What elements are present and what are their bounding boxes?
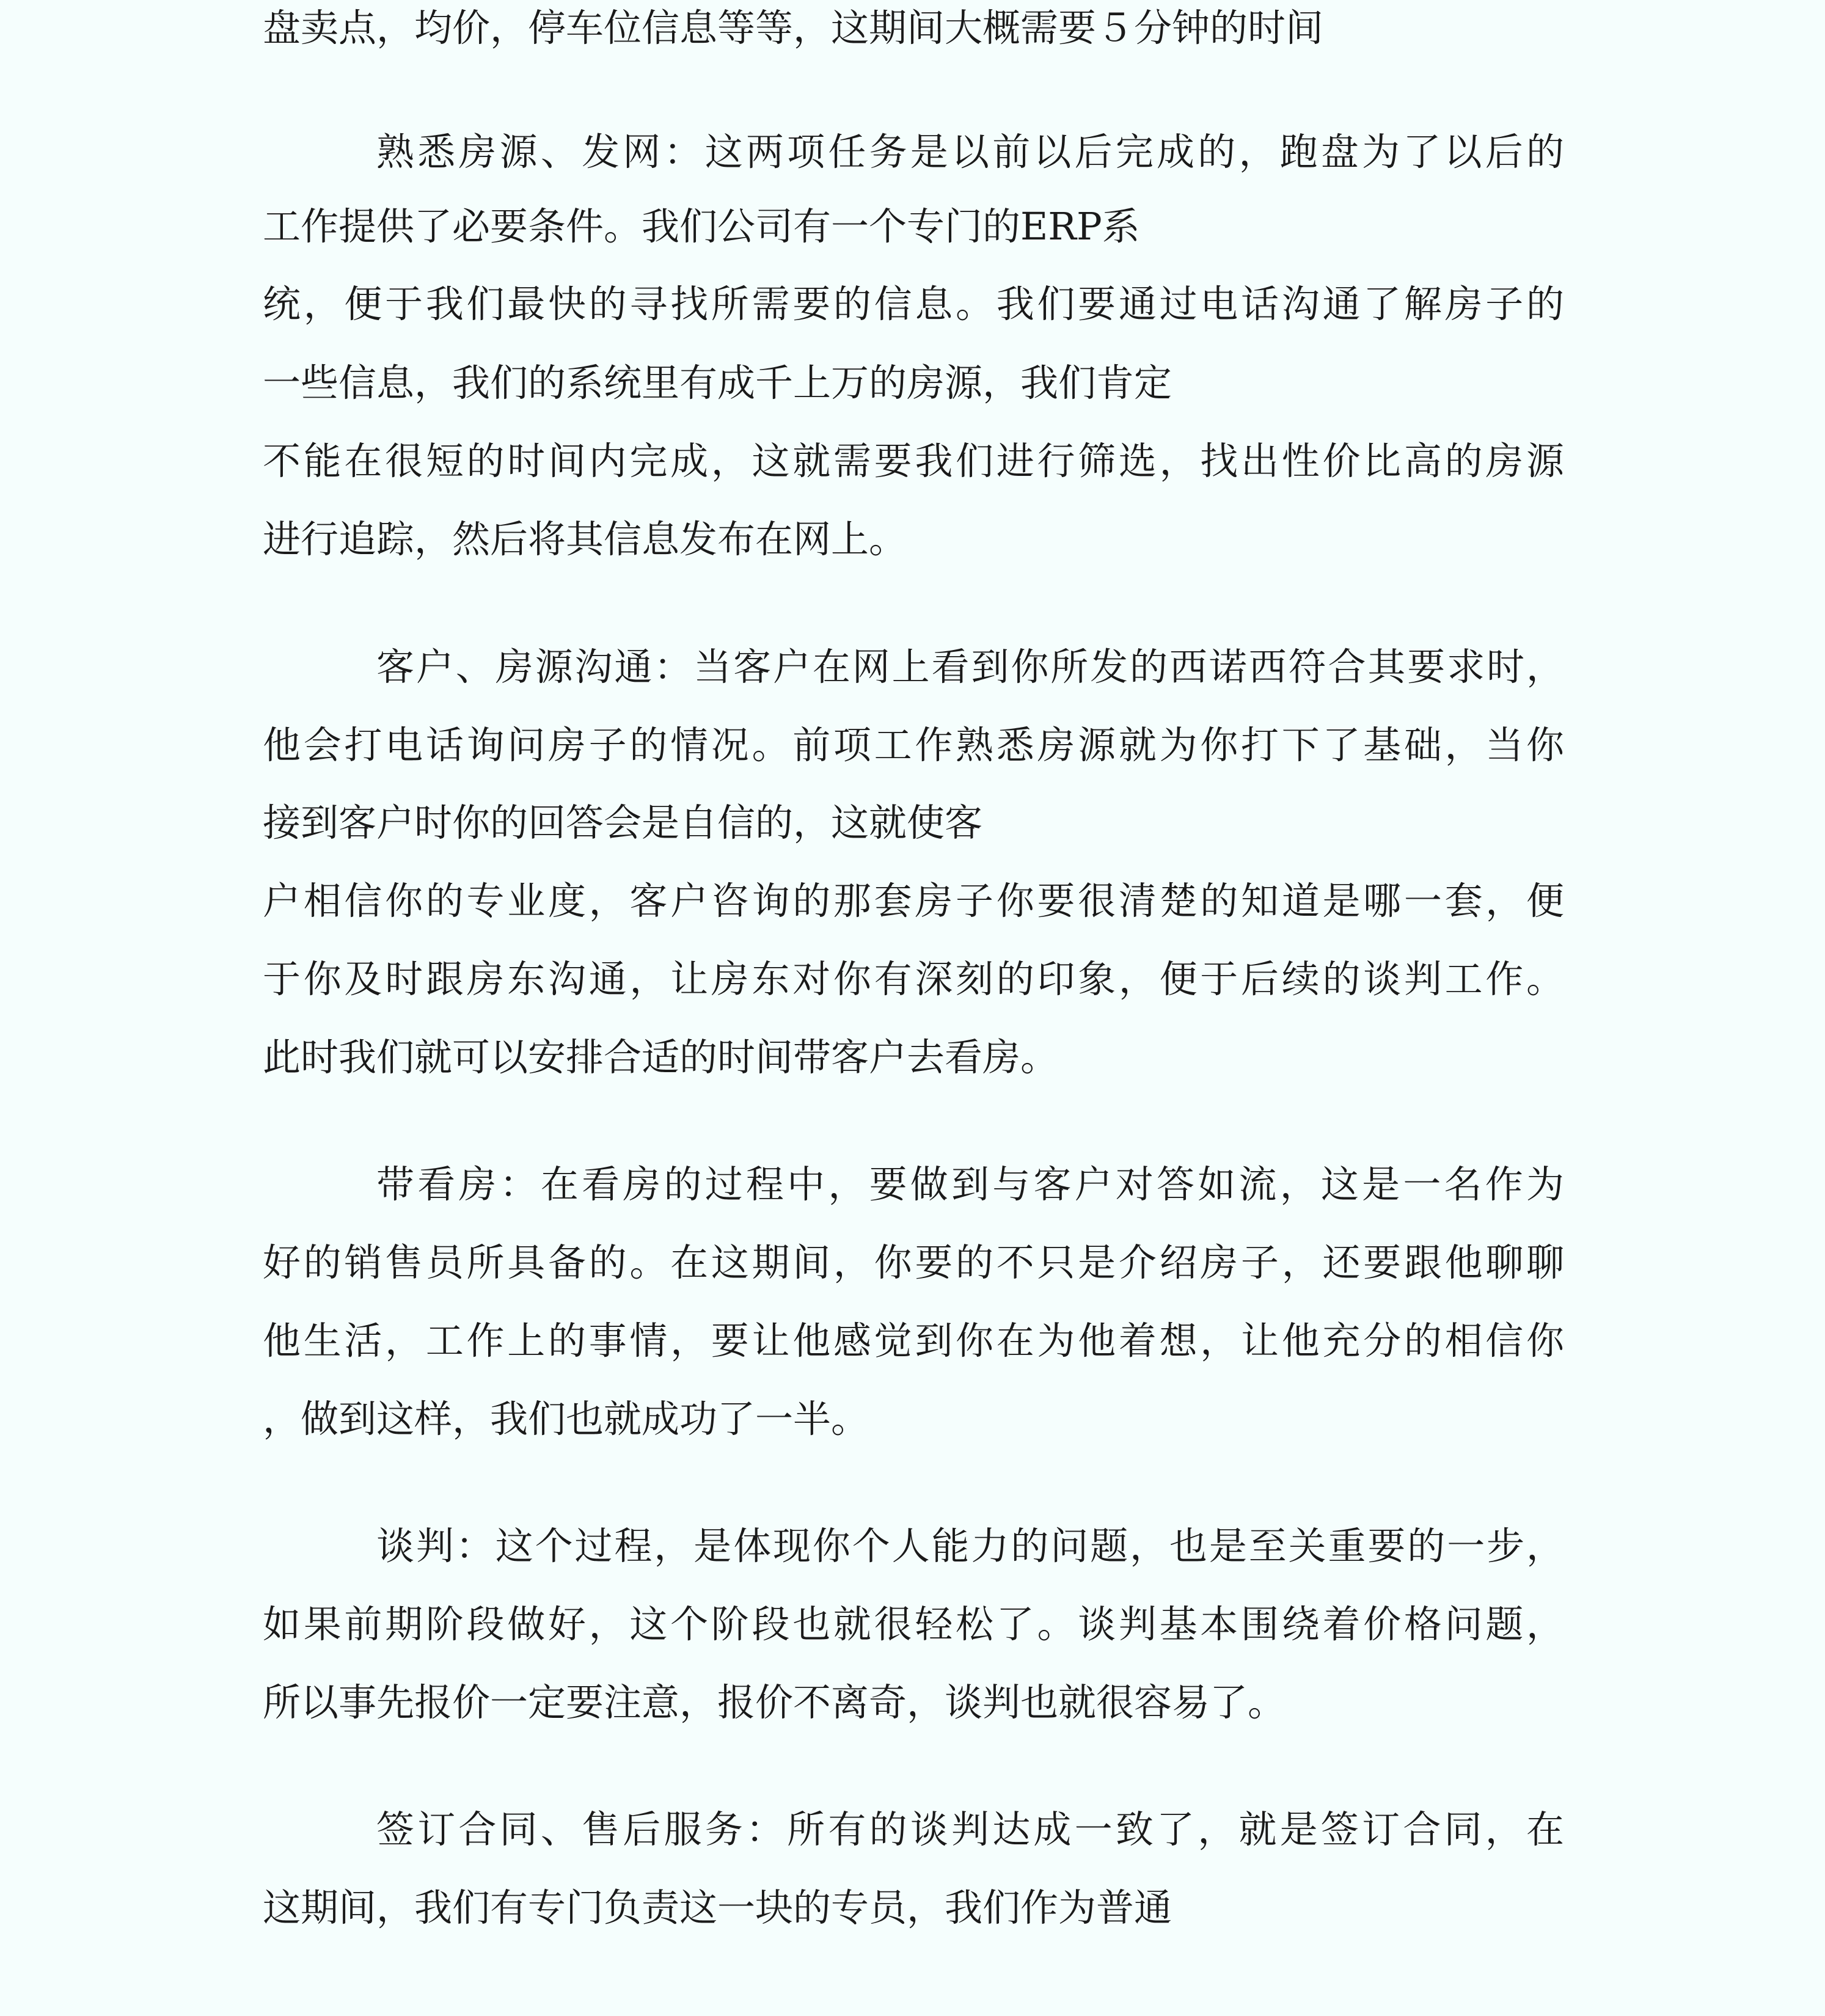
text-line: 这期间，我们有专门负责这一块的专员，我们作为普通: [263, 1885, 1172, 1930]
text-line: 带看房：在看房的过程中，要做到与客户对答如流，这是一名作为: [376, 1162, 1564, 1207]
text-line: 所以事先报价一定要注意，报价不离奇，谈判也就很容易了。: [263, 1680, 1286, 1725]
text-line: 一些信息，我们的系统里有成千上万的房源，我们肯定: [263, 360, 1172, 405]
text-line: 他生活，工作上的事情，要让他感觉到你在为他着想，让他充分的相信你: [263, 1318, 1564, 1363]
text-line: 于你及时跟房东沟通，让房东对你有深刻的印象，便于后续的谈判工作。: [263, 957, 1564, 1001]
text-line: 接到客户时你的回答会是自信的，这就使客: [263, 800, 983, 845]
text-line: 盘卖点，均价，停车位信息等等，这期间大概需要５分钟的时间: [263, 5, 1324, 50]
text-line: 不能在很短的时间内完成，这就需要我们进行筛选，找出性价比高的房源: [263, 439, 1564, 483]
text-line: 熟悉房源、发网：这两项任务是以前以后完成的，跑盘为了以后的: [376, 130, 1564, 174]
text-line: 签订合同、售后服务：所有的谈判达成一致了，就是签订合同，在: [376, 1807, 1564, 1852]
text-line: 户相信你的专业度，客户咨询的那套房子你要很清楚的知道是哪一套，便: [263, 878, 1564, 923]
text-line: 好的销售员所具备的。在这期间，你要的不只是介绍房子，还要跟他聊聊: [263, 1240, 1564, 1285]
text-line: ，做到这样，我们也就成功了一半。: [263, 1397, 869, 1441]
text-line: 此时我们就可以安排合适的时间带客户去看房。: [263, 1035, 1059, 1079]
text-line: 他会打电话询问房子的情况。前项工作熟悉房源就为你打下了基础，当你: [263, 723, 1564, 767]
text-line: 进行追踪，然后将其信息发布在网上。: [263, 517, 907, 561]
text-line: 如果前期阶段做好，这个阶段也就很轻松了。谈判基本围绕着价格问题，: [263, 1602, 1564, 1646]
text-line: 统，便于我们最快的寻找所需要的信息。我们要通过电话沟通了解房子的: [263, 282, 1564, 326]
text-line: 谈判：这个过程，是体现你个人能力的问题，也是至关重要的一步，: [376, 1524, 1564, 1568]
text-line: 工作提供了必要条件。我们公司有一个专门的ERP系: [263, 204, 1140, 249]
text-line: 客户、房源沟通：当客户在网上看到你所发的西诺西符合其要求时，: [376, 645, 1564, 689]
